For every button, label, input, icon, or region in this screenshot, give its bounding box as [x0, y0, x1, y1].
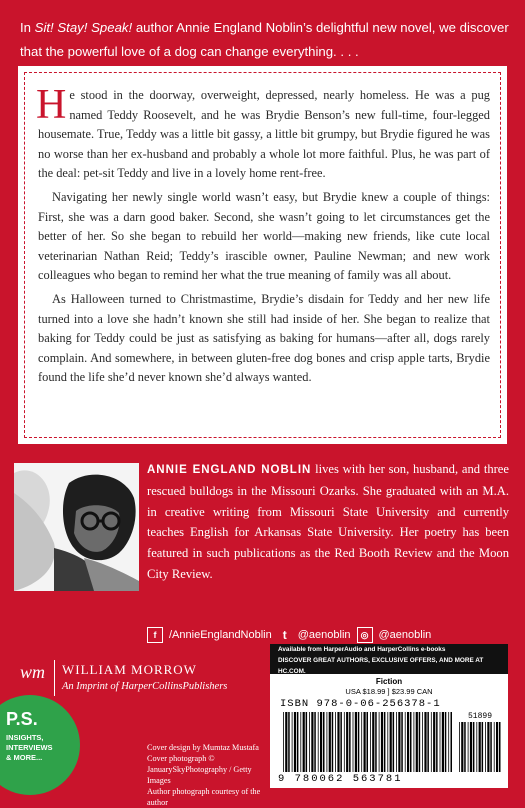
credit-design: Cover design by Mumtaz Mustafa	[147, 743, 259, 752]
barcode-bar	[416, 712, 418, 772]
publisher-name: WILLIAM MORROW	[62, 662, 197, 677]
barcode-box	[270, 644, 508, 788]
barcode-bar	[473, 722, 475, 772]
barcode-bar	[384, 712, 386, 772]
ps-line-2: INTERVIEWS	[6, 743, 53, 752]
author-photo	[14, 463, 139, 591]
barcode-bar	[340, 712, 342, 772]
author-bio-text: lives with her son, husband, and three rescued bulldogs in the Missouri Ozarks. She graduated with an M.A. in creative writing from Missouri State University and currently teaches English for Arkansas State University. Her poetry has been featured in such publications as the Red Booth Review and the Moon City Review.	[147, 462, 509, 581]
barcode-bar	[381, 712, 383, 772]
barcode-addon-bars	[458, 712, 502, 772]
twitter-icon: t	[282, 628, 287, 642]
barcode-bar	[427, 712, 429, 772]
barcode-addon-number: 51899	[467, 712, 492, 721]
barcode-bar	[464, 722, 466, 772]
barcode-bar	[329, 712, 331, 772]
barcode-bar	[422, 712, 423, 772]
barcode-bar	[468, 722, 469, 772]
barcode-bar	[379, 712, 380, 772]
barcode-bar	[349, 712, 351, 772]
barcode-bar	[496, 722, 498, 772]
barcode-bar	[407, 712, 409, 772]
barcode-bar	[451, 712, 453, 772]
social-links	[147, 627, 431, 643]
barcode-bar	[436, 712, 438, 772]
ps-badge	[0, 695, 80, 795]
ps-title: P.S.	[6, 709, 38, 729]
barcode-bar	[482, 722, 484, 772]
barcode-bar	[297, 712, 299, 772]
barcode-header-line-1: Available from HarperAudio and HarperCollins e-books	[278, 646, 446, 653]
facebook-icon: f	[147, 627, 163, 643]
dropcap: H	[36, 82, 67, 128]
twitter-handle[interactable]: @aenoblin	[297, 629, 351, 641]
ps-line-1: INSIGHTS,	[6, 733, 44, 742]
barcode-bar	[309, 712, 310, 772]
barcode-bar	[335, 712, 336, 772]
barcode-bar	[440, 712, 441, 772]
barcode-bar	[332, 712, 334, 772]
description-paragraph-3: As Halloween turned to Christmastime, Brydie’s disdain for Teddy and her new life turned into a love she hadn’t known she still had inside of her. She began to realize that baking for Teddy could be just as satisfying as baking for humans—after all, dogs rarely complain. And somewhere, in between gluten-free dog bones and crisp apple tarts, Brydie found the life she’d never known she’d always wanted.	[38, 291, 490, 385]
barcode-bar	[283, 712, 284, 772]
description-panel	[18, 66, 507, 444]
barcode-bar	[405, 712, 406, 772]
barcode-bar	[494, 722, 495, 772]
barcode-bar	[353, 712, 354, 772]
barcode-bar	[337, 712, 339, 772]
credit-author-photo: Author photograph courtesy of the author	[147, 787, 261, 807]
barcode-bar	[288, 712, 290, 772]
tagline-prefix: In	[20, 20, 35, 35]
barcode-bar	[318, 712, 319, 772]
barcode-bar	[487, 722, 489, 772]
author-photo-image	[14, 463, 139, 591]
barcode-bar	[300, 712, 301, 772]
barcode-bar	[314, 712, 316, 772]
barcode-bar	[355, 712, 357, 772]
barcode-bar	[419, 712, 421, 772]
barcode-bar	[476, 722, 477, 772]
barcode-bar	[398, 712, 400, 772]
barcode-bar	[346, 712, 348, 772]
description-paragraph-2: Navigating her newly single world wasn’t easy, but Brydie knew a couple of things: First, she was a darn good baker. Second, she wasn’t going to let circumstances get the better of her. So she began to rebuild her world—making new friends, like cute local veterinarian Nathan Reid; Teddy’s irascible owner, Pauline Newman; and new work colleagues who began to remind her what the true meaning of family was all about.	[38, 189, 490, 283]
barcode-bar	[311, 712, 313, 772]
category-label: Fiction	[375, 677, 403, 686]
barcode-bar	[285, 712, 287, 772]
barcode-bar	[294, 712, 296, 772]
publisher-divider	[54, 660, 55, 696]
description-p1-text: e stood in the doorway, overweight, depressed, nearly homeless. He was a pug named Teddy Roosevelt, and he was Brydie Benson’s new full-time, four-legged housemate. True, Teddy was a little bit gassy, a little bit grumpy, but Brydie figured he was no worse than her ex-husband and probably a whole lot more faithful. Plus, he was part of the deal: pet-sit Teddy and live in a lovely home rent-free.	[38, 88, 490, 181]
cover-credits	[147, 742, 277, 808]
barcode-bar	[414, 712, 415, 772]
barcode-bar	[424, 712, 426, 772]
barcode-bar	[433, 712, 435, 772]
tagline-text: author Annie England Noblin’s delightful new novel, we discover that the powerful love of a dog can change everything. . . .	[20, 20, 509, 59]
barcode-bar	[401, 712, 403, 772]
barcode-bar	[442, 712, 444, 772]
barcode-bar	[461, 722, 463, 772]
barcode-bar	[292, 712, 293, 772]
credit-photo: Cover photograph © JanuarySkyPhotography / Getty Images	[147, 754, 252, 785]
barcode-bar	[361, 712, 362, 772]
isbn-label: ISBN 978-0-06-256378-1	[280, 698, 441, 710]
barcode-bar	[372, 712, 374, 772]
instagram-icon: ◎	[357, 627, 373, 643]
barcode-bar	[396, 712, 397, 772]
author-bio	[147, 459, 509, 585]
barcode-number: 9 780062 563781	[278, 773, 403, 785]
barcode-bar	[490, 722, 492, 772]
barcode-bar	[344, 712, 345, 772]
barcode-bar	[410, 712, 412, 772]
barcode-bar	[358, 712, 360, 772]
instagram-handle[interactable]: @aenoblin	[378, 629, 432, 641]
barcode-bar	[445, 712, 447, 772]
barcode-bar	[327, 712, 328, 772]
barcode-bar	[375, 712, 377, 772]
barcode-bar	[470, 722, 472, 772]
description-paragraph-1	[36, 82, 490, 184]
barcode-bar	[499, 722, 501, 772]
barcode-bar	[367, 712, 369, 772]
author-name: ANNIE ENGLAND NOBLIN	[147, 464, 312, 476]
publisher-imprint: An Imprint of HarperCollinsPublishers	[62, 681, 228, 692]
barcode-header	[270, 644, 508, 674]
barcode-bar	[459, 722, 460, 772]
barcode-bar	[479, 722, 481, 772]
tagline	[20, 16, 510, 64]
publisher-logo: wm	[20, 662, 46, 682]
barcode-bar	[387, 712, 388, 772]
barcode-bar	[393, 712, 395, 772]
publisher-block	[20, 660, 245, 698]
description-text	[36, 82, 490, 392]
tagline-book-title: Sit! Stay! Speak!	[34, 20, 133, 35]
ps-subtitle	[6, 733, 53, 763]
barcode-bar	[485, 722, 486, 772]
barcode-bars	[282, 712, 452, 772]
barcode-bar	[448, 712, 449, 772]
barcode-bar	[364, 712, 366, 772]
barcode-header-line-2: DISCOVER GREAT AUTHORS, EXCLUSIVE OFFERS, AND MORE AT HC.COM.	[278, 657, 484, 675]
barcode-bar	[303, 712, 305, 772]
facebook-handle[interactable]: /AnnieEnglandNoblin	[169, 629, 272, 641]
barcode-bar	[431, 712, 432, 772]
barcode-bar	[320, 712, 322, 772]
ps-line-3: & MORE...	[6, 753, 43, 762]
barcode-bar	[390, 712, 392, 772]
barcode-bar	[323, 712, 325, 772]
barcode-bar	[370, 712, 371, 772]
barcode-bar	[306, 712, 308, 772]
price-label: USA $18.99 ] $23.99 CAN	[345, 687, 433, 696]
